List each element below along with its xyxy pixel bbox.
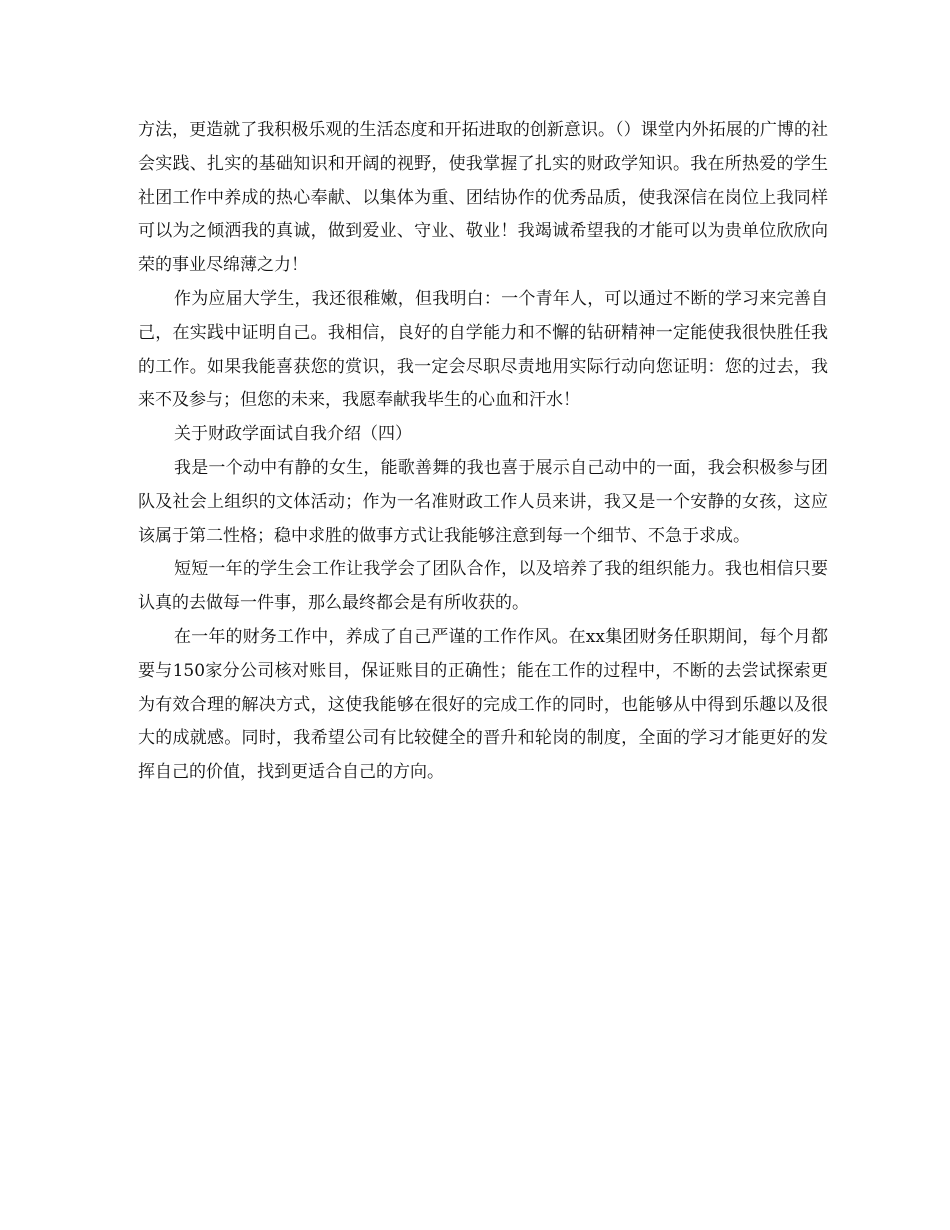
paragraph-intro-continuation: 方法，更造就了我积极乐观的生活态度和开拓进取的创新意识。（）课堂内外拓展的广博的社会实践、扎实的基础知识和开阔的视野，使我掌握了扎实的财政学知识。我在所热爱的学生社团工作中养成的热心奉献、以集体为重、团结协作的优秀品质，使我深信在岗位上我同样可以为之倾洒我的真诚，做到爱业、守业、敬业！我竭诚希望我的才能可以为贵单位欣欣向荣的事业尽绵薄之力！ <box>138 120 828 276</box>
paragraph-finance-work: 在一年的财务工作中，养成了自己严谨的工作作风。在xx集团财务任职期间，每个月都要与150家分公司核对账目，保证账目的正确性；能在工作的过程中，不断的去尝试探索更为有效合理的解决方式，这使我能够在很好的完成工作的同时，也能够从中得到乐趣以及很大的成就感。同时，我希望公司有比较健全的晋升和轮岗的制度，全面的学习才能更好的发挥自己的价值，找到更适合自己的方向。 <box>138 626 828 783</box>
paragraph-personality: 我是一个动中有静的女生，能歌善舞的我也喜于展示自己动中的一面，我会积极参与团队及社会上组织的文体活动；作为一名准财政工作人员来讲，我又是一个安静的女孩，这应该属于第二性格；稳中求胜的做事方式让我能够注意到每一个细节、不急于求成。 <box>138 457 828 546</box>
document-page <box>138 114 828 790</box>
paragraph-student-union: 短短一年的学生会工作让我学会了团队合作，以及培养了我的组织能力。我也相信只要认真的去做每一件事，那么最终都会是有所收获的。 <box>138 559 828 614</box>
paragraph-fresh-graduate: 作为应届大学生，我还很稚嫩，但我明白：一个青年人，可以通过不断的学习来完善自己，在实践中证明自己。我相信，良好的自学能力和不懈的钻研精神一定能使我很快胜任我的工作。如果我能喜获您的赏识，我一定会尽职尽责地用实际行动向您证明：您的过去，我来不及参与；但您的未来，我愿奉献我毕生的心血和汗水！ <box>138 288 828 411</box>
section-heading: 关于财政学面试自我介绍（四） <box>174 424 412 445</box>
